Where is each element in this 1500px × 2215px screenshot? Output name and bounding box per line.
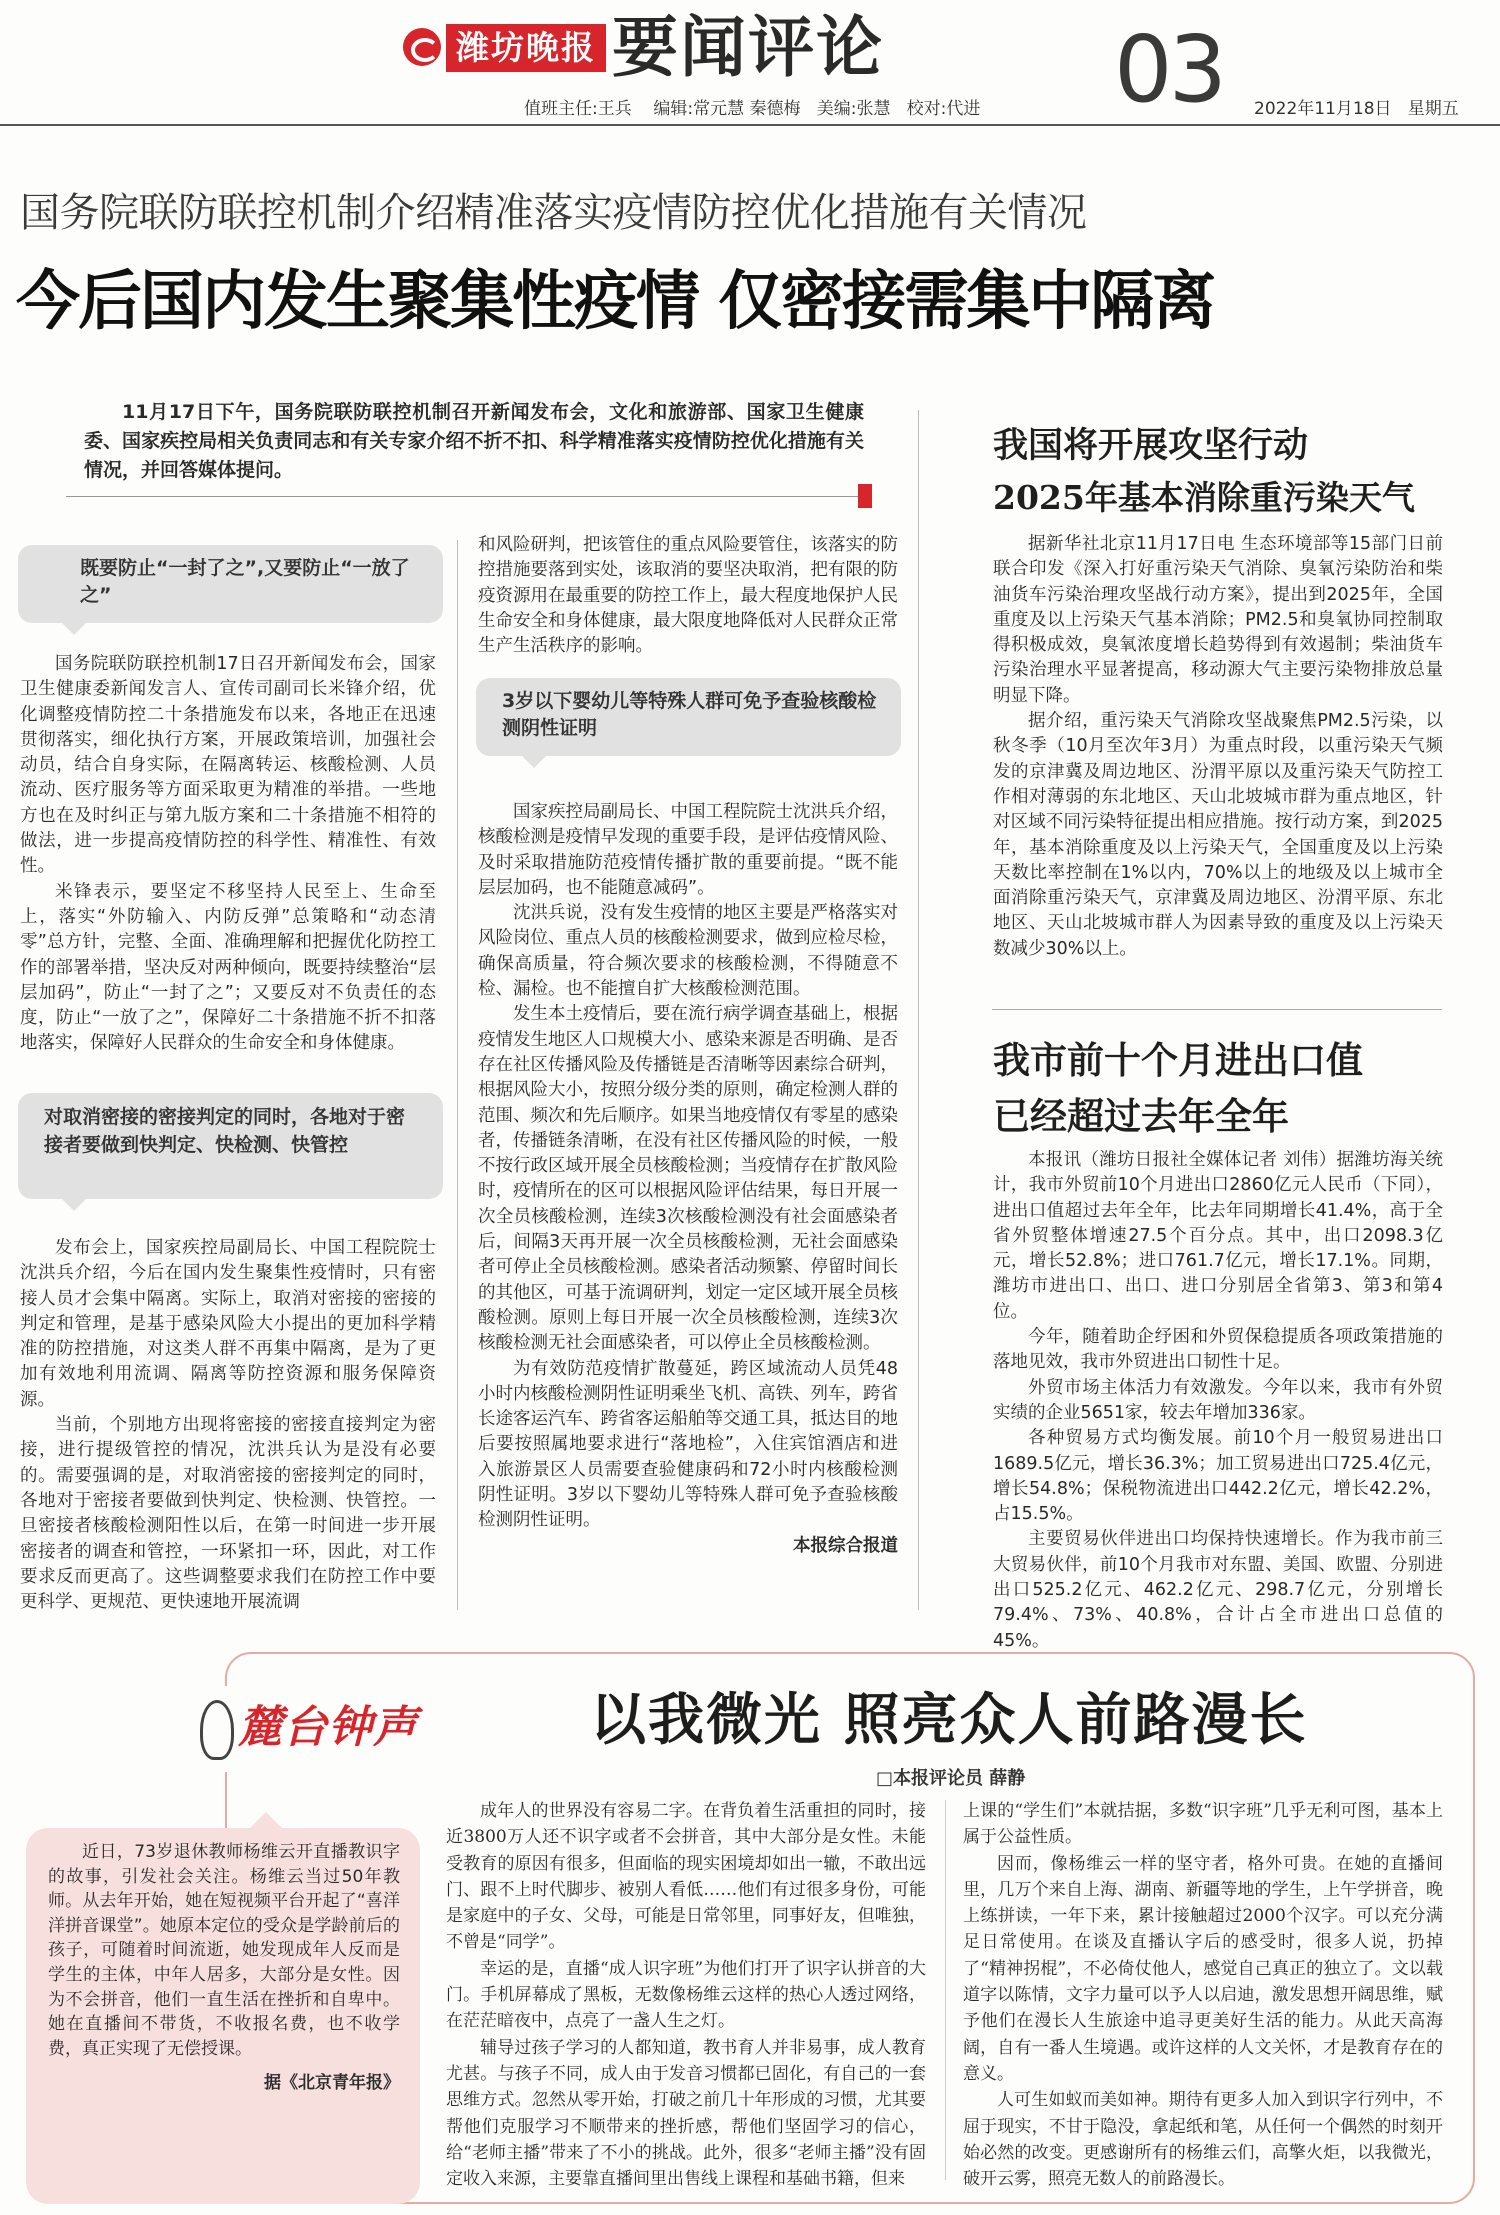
date <box>1254 94 1459 119</box>
story-3-paragraph: 主要贸易伙伴进出口均保持快速增长。作为我市前三大贸易伙伴，前10个月我市对东盟、美国、欧盟、分别进出口525.2亿元、462.2亿元、298.7亿元，分别增长79.4%、73%、40.8%，合计占全市进出口总值的45%。 <box>993 1529 1443 1651</box>
summary-red-marker <box>858 484 872 508</box>
story-3-paragraph: 今年，随着助企纾困和外贸保稳提质各项政策措施的落地见效，我市外贸进出口韧性十足。 <box>993 1327 1443 1373</box>
commentary-paragraph: 上课的“学生们”本就拮据，多数“识字班”几乎无利可图，基本上属于公益性质。 <box>963 1801 1443 1848</box>
intro-box-pointer <box>250 1812 282 1828</box>
story-2-paragraph: 据新华社北京11月17日电 生态环境部等15部门日前联合印发《深入打好重污染天气消除、臭氧污染防治和柴油货车污染治理攻坚战行动方案》，提出到2025年，全国重度及以上污染天气基本消除；PM2.5和臭氧协同控制取得积极成效，臭氧浓度增长趋势得到有效遏制；柴油货车污染治理水平显著提高，移动源大气主要污染物排放总量明显下降。 <box>993 534 1443 706</box>
story-2-paragraph: 据介绍，重污染天气消除攻坚战聚焦PM2.5污染，以秋冬季（10月至次年3月）为重点时段，以重污染天气频发的京津冀及周边地区、汾渭平原以及重污染天气防控工作相对薄弱的东北地区、天山北坡城市群为重点地区，针对区域不同污染特征提出相应措施。按行动方案，到2025年，基本消除重度及以上污染天气，全国重度及以上污染天数比率控制在1%以内，70%以上的地级及以上城市全面消除重污染天气，京津冀及周边地区、汾渭平原、东北地区、天山北坡城市群人为因素导致的重度及以上污染天数减少30%以上。 <box>993 711 1443 959</box>
commentary-paragraph: 人可生如蚁而美如神。期待有更多人加入到识字行列中，不屈于现实，不甘于隐没，拿起纸和笔，从任何一个偶然的时刻开始必然的改变。更感谢所有的杨维云们，高擎火炬，以我微光，破开云雾，照亮无数人的前路漫长。 <box>963 2090 1443 2190</box>
lead-headline: 今后国内发生聚集性疫情 仅密接需集中隔离 <box>16 265 1215 339</box>
col2-source: 本报综合报道 <box>793 1535 898 1556</box>
subhead-3-pointer <box>520 754 548 768</box>
logo-icon-swirl <box>411 38 439 62</box>
story-2-headline-line2: 2025年基本消除重污染天气 <box>993 478 1415 517</box>
commentary-paragraph: 成年人的世界没有容易二字。在背负着生活重担的同时，接近3800万人还不识字或者不会拼音，其中大部分是女性。未能受教育的原因有很多，但面临的现实困境却如出一辙，不敢出远门、跟不上时代脚步、被别人看低……他们有过很多身份，可能是家庭中的子女、父母，可能是日常邻里，同事好友，但唯独，不曾是“同学”。 <box>446 1801 926 1953</box>
story-2-headline <box>993 420 1473 524</box>
subhead-box-1 <box>18 545 443 623</box>
col2-paragraph: 和风险研判，把该管住的重点风险要管住，该落实的防控措施要落到实处，该取消的要坚决取消，把有限的防疫资源用在最重要的防控工作上，最大程度地保护人民生命安全和身体健康，最大限度地降低对人民群众正常生产生活秩序的影响。 <box>478 535 898 657</box>
commentary-col-2 <box>963 1798 1443 2192</box>
subhead-box-3 <box>476 678 901 756</box>
commentary-paragraph: 因而，像杨维云一样的坚守者，格外可贵。在她的直播间里，几万个来自上海、湖南、新疆等地的学生，上午学拼音，晚上练拼读，一年下来，累计接触超过2000个汉字。可以充分满足日常使用。在谈及直播认字后的感受时，很多人说，扔掉了“精神拐棍”，不必倚仗他人，感觉自己真正的独立了。文以载道字以陈情，文字力量可以予人以启迪，激发思想开阔思维，赋予他们在漫长人生旅途中追寻更美好生活的能力。从此天高海阔，自有一番人生境遇。或许这样的人文关怀，才是教育存在的意义。 <box>963 1853 1443 2084</box>
masthead <box>0 0 1500 128</box>
credits <box>524 94 980 119</box>
story-3-headline <box>993 1032 1473 1144</box>
weekday: 星期五 <box>1407 99 1459 119</box>
intro-source: 据《北京青年报》 <box>264 2073 400 2094</box>
col2-paragraph: 为有效防范疫情扩散蔓延，跨区域流动人员凭48小时内核酸检测阴性证明乘坐飞机、高铁、列车，跨省长途客运汽车、跨省客运船舶等交通工具，抵达目的地后要按照属地要求进行“落地检”，入住宾馆酒店和进入旅游景区人员需要查验健康码和72小时内核酸检测阴性证明。3岁以下婴幼儿等特殊人群可免予查验核酸检测阴性证明。 <box>478 1358 898 1531</box>
commentary-paragraph: 辅导过孩子学习的人都知道，教书育人并非易事，成人教育尤甚。与孩子不同，成人由于发音习惯都已固化，有自己的一套思维方式。忽然从零开始，打破之前几十年形成的习惯，尤其要帮他们克服学习不顺带来的挫折感，帮他们坚固学习的信心，给“老师主播”带来了不小的挑战。此外，很多“老师主播”没有固定收入来源，主要靠直播间里出售线上课程和基础书籍，但来 <box>446 2037 926 2190</box>
pen-icon <box>200 1700 234 1760</box>
subhead-1-text: 既要防止“一封了之”,又要防止“一放了之” <box>80 557 410 606</box>
commentary-byline: □本报评论员 薛静 <box>876 1768 1026 1789</box>
column-divider <box>945 1800 946 2180</box>
column-divider <box>918 410 919 1610</box>
subhead-box-2 <box>18 1093 443 1199</box>
col1-paragraph: 国务院联防联控机制17日召开新闻发布会，国家卫生健康委新闻发言人、宣传司副司长米锋介绍，优化调整疫情防控二十条措施发布以来，各地正在迅速贯彻落实，细化执行方案，开展政策培训，加强社会动员，结合自身实际，在隔离转运、核酸检测、人员流动、医疗服务等方面采取更为精准的举措。一些地方也在及时纠正与第九版方案和二十条措施不相符的做法，进一步提高疫情防控的科学性、精准性、有效性。 <box>20 654 436 877</box>
story-2-headline-line1: 我国将开展攻坚行动 <box>993 425 1309 466</box>
intro-paragraph: 近日，73岁退休教师杨维云开直播教识字的故事，引发社会关注。杨维云当过50年教师。从去年开始，她在短视频平台开起了“喜洋洋拼音课堂”。她原本定位的受众是学龄前后的孩子，可随着时间流逝，她发现成年人反而是学生的主体，中年人居多，大部分是女性。因为不会拼音，他们一直生活在挫折和自卑中。她在直播间不带货，不收报名费，也不收学费，真正实现了无偿授课。 <box>48 1842 400 2059</box>
col1-section-1 <box>20 652 436 1057</box>
masthead-rule <box>0 124 1500 126</box>
right-rail-rule <box>992 1009 1442 1010</box>
subhead-1-pointer <box>60 621 88 635</box>
credit-art: 美编:张慧 <box>816 99 891 119</box>
commentary-paragraph: 幸运的是，直播“成人识字班”为他们打开了识字认拼音的大门。手机屏幕成了黑板，无数像杨维云这样的热心人透过网络，在茫茫暗夜中，点亮了一盏人生之灯。 <box>446 1958 926 2032</box>
story-2-body <box>993 532 1443 962</box>
story-3-body <box>993 1148 1443 1654</box>
story-3-paragraph: 本报讯（潍坊日报社全媒体记者 刘伟）据潍坊海关统计，我市外贸前10个月进出口2860亿元人民币（下同），进出口值超过去年全年，比去年同期增长41.4%，高于全省外贸整体增速27.5个百分点。其中，出口2098.3亿元，增长52.8%；进口761.7亿元，增长17.1%。同期，潍坊市进出口、出口、进口分别居全省第3、第3和第4位。 <box>993 1150 1443 1322</box>
summary-rule <box>66 496 866 497</box>
section-title: 要闻评论 <box>612 8 884 86</box>
col2-paragraph: 发生本土疫情后，要在流行病学调查基础上，根据疫情发生地区人口规模大小、感染来源是否明确、是否存在社区传播风险及传播链是否清晰等因素综合研判，根据风险大小，按照分级分类的原则，确定检测人群的范围、频次和先后顺序。如果当地疫情仅有零星的感染者，传播链条清晰，在没有社区传播风险的时候，一般不按行政区域开展全员核酸检测；当疫情存在扩散风险时，疫情所在的区可以根据风险评估结果，每日开展一次全员核酸检测，连续3次核酸检测没有社会面感染者后，间隔3天再开展一次全员核酸检测，无社会面感染者可停止全员核酸检测。感染者活动频繁、停留时间长的其他区，可基于流调研判，划定一定区域开展全员核酸检测。原则上每日开展一次全员核酸检测，连续3次核酸检测无社会面感染者，可以停止全员核酸检测。 <box>478 1004 898 1354</box>
col2-paragraph: 国家疾控局副局长、中国工程院院士沈洪兵介绍，核酸检测是疫情早发现的重要手段，是评估疫情风险、及时采取措施防范疫情传播扩散的重要前提。“既不能层层加码，也不能随意减码”。 <box>478 802 898 898</box>
page-number: 03 <box>1114 16 1224 123</box>
intro-text <box>48 1840 400 2096</box>
col2-top <box>478 533 898 659</box>
logo-text: 潍坊晚报 <box>446 24 606 72</box>
col2-paragraph: 沈洪兵说，没有发生疫情的地区主要是严格落实对风险岗位、重点人员的核酸检测要求，做到应检尽检，确保高质量，符合频次要求的核酸检测，不得随意不检、漏检。也不能擅自扩大核酸检测范围。 <box>478 903 898 1000</box>
col1-paragraph: 米锋表示，要坚定不移坚持人民至上、生命至上，落实“外防输入、内防反弹”总策略和“动态清零”总方针，完整、全面、准确理解和把握优化防控工作的部署举措，坚决反对两种倾向，既要持续整治“层层加码”，防止“一封了之”；又要反对不负责任的态度，防止“一放了之”，保障好二十条措施不折不扣落地落实，保障好人民群众的生命安全和身体健康。 <box>20 881 436 1054</box>
story-3-paragraph: 外贸市场主体活力有效激发。今年以来，我市有外贸实绩的企业5651家，较去年增加336家。 <box>993 1377 1443 1423</box>
story-3-paragraph: 各种贸易方式均衡发展。前10个月一般贸易进出口1689.5亿元，增长36.3%；加工贸易进出口725.4亿元，增长54.8%；保税物流进出口442.2亿元，增长42.2%，占15.5%。 <box>993 1428 1443 1525</box>
story-3-headline-line2: 已经超过去年全年 <box>993 1094 1289 1138</box>
lead-kicker: 国务院联防联控机制介绍精准落实疫情防控优化措施有关情况 <box>20 190 1087 236</box>
col1-paragraph: 发布会上，国家疾控局副局长、中国工程院院士沈洪兵介绍，今后在国内发生聚集性疫情时，只有密接人员才会集中隔离。实际上，取消对密接的密接的判定和管理，是基于感染风险大小提出的更加科学精准的防控措施，对这类人群不再集中隔离，是为了更加有效地利用流调、隔离等防控资源和服务保障资源。 <box>20 1238 436 1410</box>
credit-proof: 校对:代进 <box>906 99 981 119</box>
credit-editor: 编辑:常元慧 秦德梅 <box>653 99 801 119</box>
lead-summary <box>84 398 864 485</box>
col1-section-2 <box>20 1236 436 1615</box>
story-3-headline-line1: 我市前十个月进出口值 <box>993 1038 1363 1082</box>
commentary-badge: 麓台钟声 <box>238 1702 418 1753</box>
col2-body <box>478 800 898 1559</box>
credit-duty: 值班主任:王兵 <box>524 99 632 119</box>
commentary-title: 以我微光 照亮众人前路漫长 <box>590 1688 1308 1753</box>
issue-date: 2022年11月18日 <box>1254 99 1392 119</box>
subhead-3-text: 3岁以下婴幼儿等特殊人群可免予查验核酸检测阴性证明 <box>502 690 877 739</box>
commentary-col-1 <box>446 1798 926 2192</box>
subhead-2-pointer <box>60 1197 88 1211</box>
lead-summary-text: 11月17日下午，国务院联防联控机制召开新闻发布会，文化和旅游部、国家卫生健康委、国家疾控局相关负责同志和有关专家介绍不折不扣、科学精准落实疫情防控优化措施有关情况，并回答媒体提问。 <box>84 401 864 481</box>
column-divider <box>457 540 458 1610</box>
col1-paragraph: 当前，个别地方出现将密接的密接直接判定为密接，进行提级管控的情况，沈洪兵认为是没有必要的。需要强调的是，对取消密接的密接判定的同时，各地对于密接者要做到快判定、快检测、快管控。一旦密接者核酸检测阳性以后，在第一时间进一步开展密接者的调查和管控，一环紧扣一环，因此，对工作要求反而更高了。这些调整要求我们在防控工作中要更科学、更规范、更快速地开展流调 <box>20 1415 436 1613</box>
subhead-2-text: 对取消密接的密接判定的同时，各地对于密接者要做到快判定、快检测、快管控 <box>44 1106 406 1156</box>
